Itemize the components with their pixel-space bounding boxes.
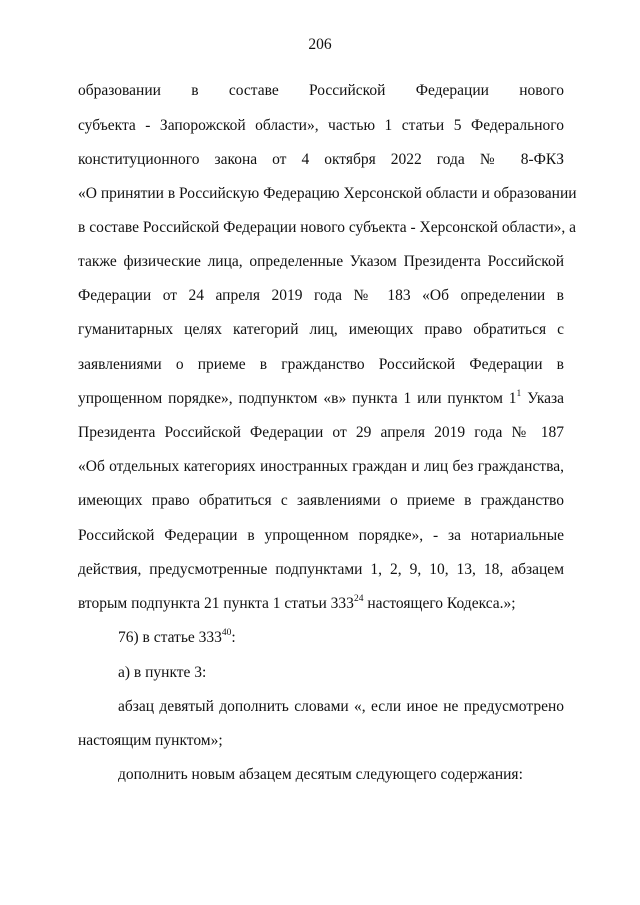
text-line: [78, 594, 564, 614]
text-line: [118, 628, 564, 648]
text-line: дополнить новым абзацем десятым следующего содержания:: [118, 766, 523, 783]
text-run: Указа: [521, 390, 564, 407]
text-line: Российской Федерации в упрощенном порядке», - за нотариальные: [78, 527, 564, 544]
text-line: абзац девятый дополнить словами «, если иное не предусмотрено: [118, 698, 564, 715]
text-run: вторым подпункта 21 пункта 1 статьи 333: [78, 595, 354, 612]
text-line: заявлениями о приеме в гражданство Российской Федерации в: [78, 356, 564, 373]
text-run: 76) в статье 333: [118, 629, 222, 646]
text-line: «О принятии в Российскую Федерацию Херсонской области и образовании: [78, 185, 577, 202]
text-line: конституционного закона от 4 октября 2022 года № 8-ФКЗ: [78, 151, 564, 168]
superscript: 40: [221, 627, 232, 638]
text-line: в составе Российской Федерации нового субъекта - Херсонской области», а: [78, 219, 577, 236]
text-line: «Об отдельных категориях иностранных граждан и лиц без гражданства,: [78, 458, 564, 475]
text-line: образовании в составе Российской Федерации нового: [78, 82, 564, 99]
text-line: Президента Российской Федерации от 29 апреля 2019 года № 187: [78, 424, 564, 441]
superscript: 24: [353, 593, 364, 604]
superscript: 1: [516, 388, 522, 399]
text-run: упрощенном порядке», подпунктом «в» пункта 1 или пунктом 1: [78, 390, 517, 407]
text-run: :: [231, 629, 236, 646]
text-line: Федерации от 24 апреля 2019 года № 183 «Об определении в: [78, 287, 564, 304]
text-line: настоящим пунктом»;: [78, 732, 223, 749]
page-number: 206: [308, 36, 332, 53]
text-line: [78, 389, 564, 409]
text-line: гуманитарных целях категорий лиц, имеющих право обратиться с: [78, 321, 564, 338]
text-run: настоящего Кодекса.»;: [363, 595, 516, 612]
text-line: субъекта - Запорожской области», частью 1 статьи 5 Федерального: [78, 117, 564, 134]
text-line: также физические лица, определенные Указом Президента Российской: [78, 253, 564, 270]
text-line: действия, предусмотренные подпунктами 1, 2, 9, 10, 13, 18, абзацем: [78, 561, 564, 578]
text-line: а) в пункте 3:: [118, 664, 207, 681]
text-line: имеющих право обратиться с заявлениями о приеме в гражданство: [78, 492, 564, 509]
